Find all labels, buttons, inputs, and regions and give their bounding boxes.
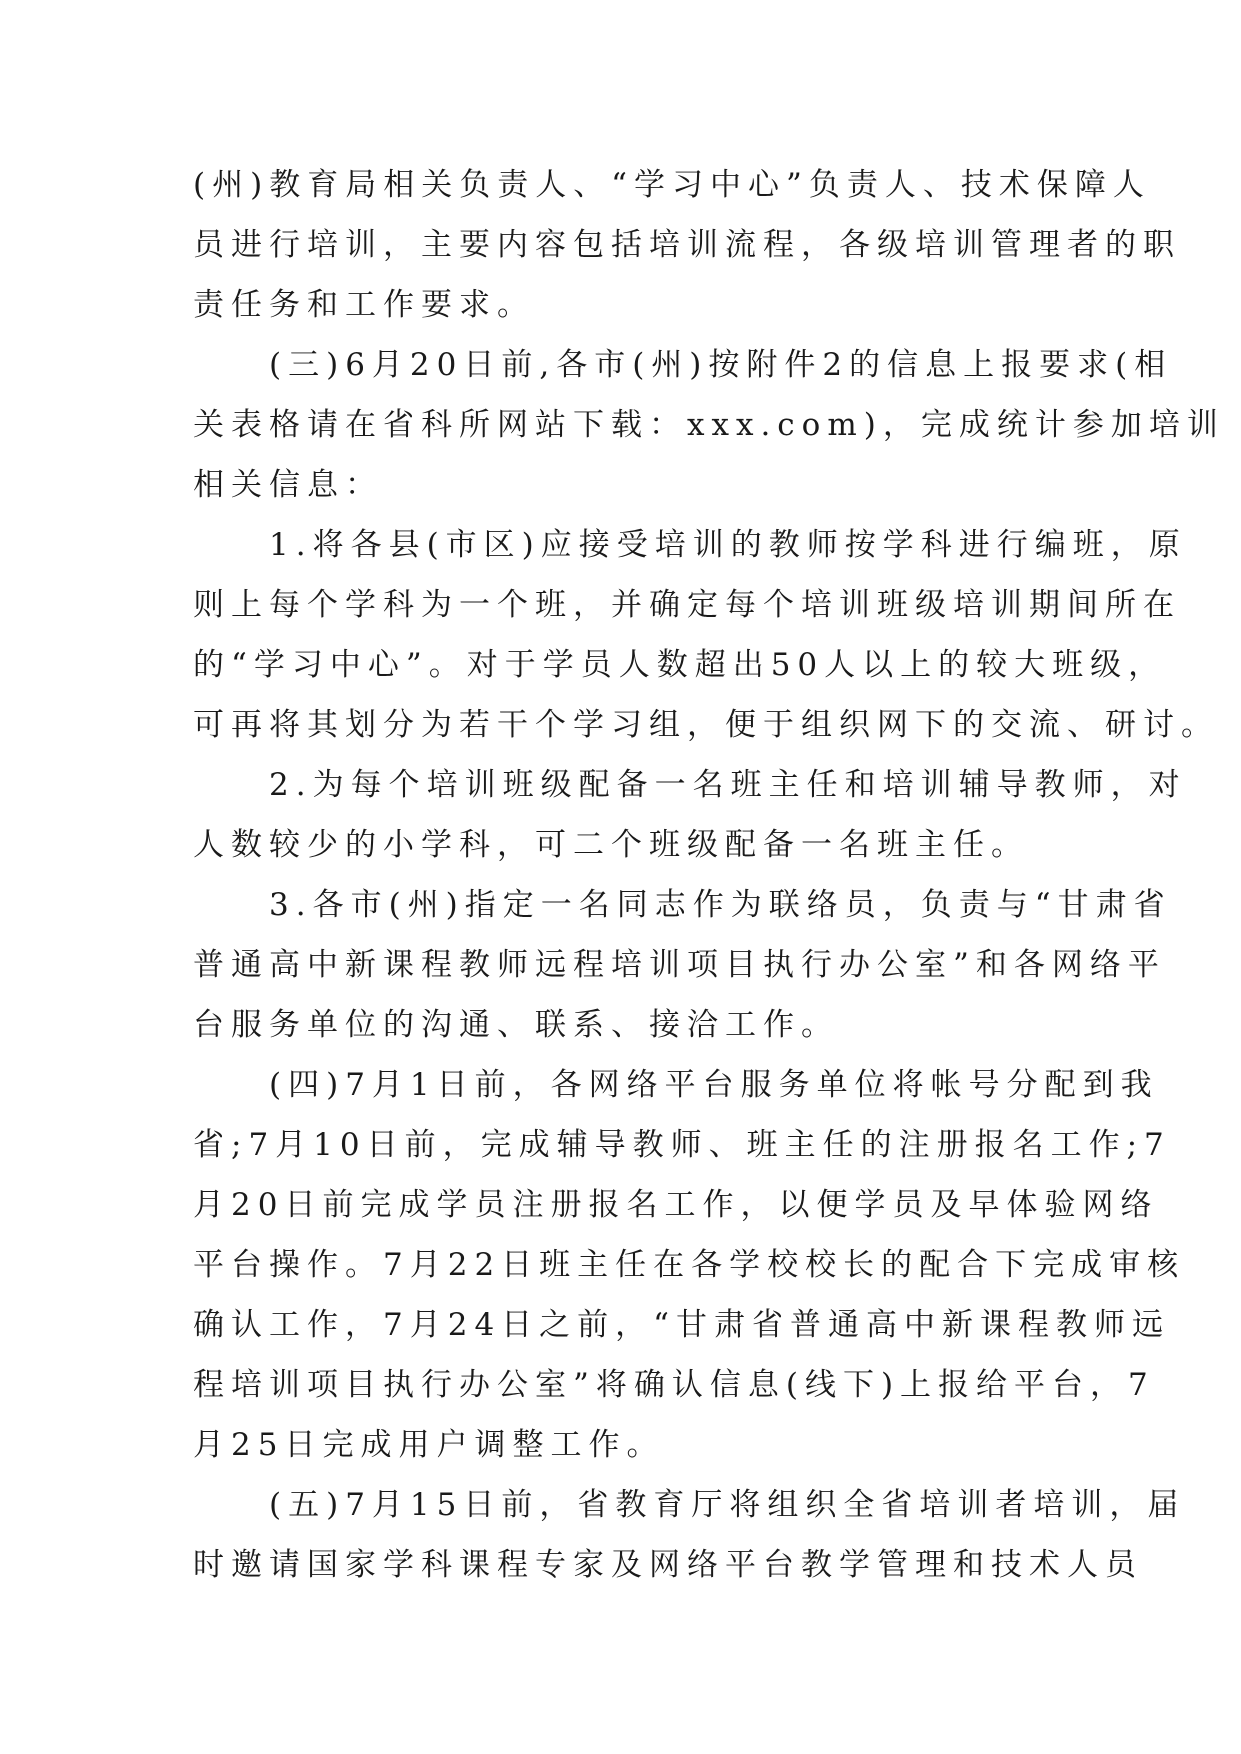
text-line: 月20日前完成学员注册报名工作，以便学员及早体验网络 bbox=[193, 1187, 1159, 1223]
text-line: 程培训项目执行办公室”将确认信息(线下)上报给平台，7 bbox=[193, 1367, 1155, 1403]
text-line: 台服务单位的沟通、联系、接洽工作。 bbox=[193, 1007, 839, 1043]
text-line: 1.将各县(市区)应接受培训的教师按学科进行编班，原 bbox=[269, 527, 1187, 563]
text-line: 时邀请国家学科课程专家及网络平台教学管理和技术人员 bbox=[193, 1547, 1143, 1583]
text-line: 相关信息： bbox=[193, 467, 383, 503]
text-line: 的“学习中心”。对于学员人数超出50人以上的较大班级， bbox=[193, 647, 1167, 683]
text-line: 月25日完成用户调整工作。 bbox=[193, 1427, 665, 1463]
body-text bbox=[193, 155, 1225, 1595]
text-line: 可再将其划分为若干个学习组，便于组织网下的交流、研讨。 bbox=[193, 707, 1219, 743]
text-line: 3.各市(州)指定一名同志作为联络员，负责与“甘肃省 bbox=[269, 887, 1172, 923]
text-line: (三)6月20日前,各市(州)按附件2的信息上报要求(相 bbox=[269, 347, 1173, 383]
text-line: 省;7月10日前，完成辅导教师、班主任的注册报名工作;7 bbox=[193, 1127, 1171, 1163]
text-line: 则上每个学科为一个班，并确定每个培训班级培训期间所在 bbox=[193, 587, 1181, 623]
text-line: (州)教育局相关负责人、“学习中心”负责人、技术保障人 bbox=[193, 167, 1151, 203]
text-line: 确认工作，7月24日之前，“甘肃省普通高中新课程教师远 bbox=[193, 1307, 1171, 1343]
text-line: 关表格请在省科所网站下载：xxx.com)，完成统计参加培训 bbox=[193, 407, 1225, 443]
text-line: (五)7月15日前，省教育厅将组织全省培训者培训，届 bbox=[269, 1487, 1186, 1523]
text-line: 2.为每个培训班级配备一名班主任和培训辅导教师，对 bbox=[269, 767, 1187, 803]
text-line: 普通高中新课程教师远程培训项目执行办公室”和各网络平 bbox=[193, 947, 1166, 983]
text-line: 员进行培训，主要内容包括培训流程，各级培训管理者的职 bbox=[193, 227, 1181, 263]
text-line: 人数较少的小学科，可二个班级配备一名班主任。 bbox=[193, 827, 1029, 863]
text-line: 责任务和工作要求。 bbox=[193, 287, 535, 323]
text-line: (四)7月1日前，各网络平台服务单位将帐号分配到我 bbox=[269, 1067, 1159, 1103]
text-line: 平台操作。7月22日班主任在各学校校长的配合下完成审核 bbox=[193, 1247, 1186, 1283]
